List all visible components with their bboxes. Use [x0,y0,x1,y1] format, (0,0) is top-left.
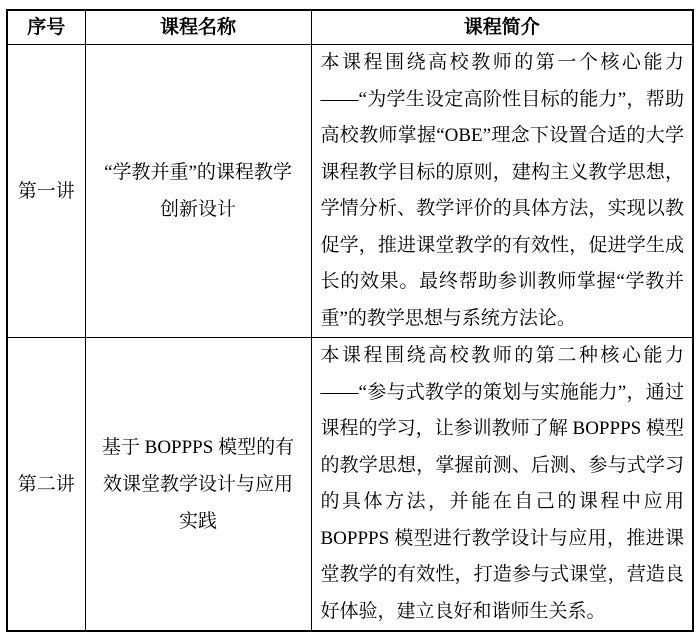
lecture-1-course-intro: 本课程围绕高校教师的第一个核心能力——“为学生设定高阶性目标的能力”，帮助高校教师掌握“OBE”理念下设置合适的大学课程教学目标的原则，建构主义教学思想，学情分析、教学评价的具体方法，实现以教促学，推进课堂教学的有效性，促进学生成长的效果。最终帮助参训教师掌握“学教并重”的教学思想与系统方法论。 [311,45,693,338]
lecture-2-number: 第二讲 [7,338,85,632]
lecture-1-course-name: “学教并重”的课程教学创新设计 [85,45,311,338]
table-header-row [7,10,693,45]
column-header-course-intro: 课程简介 [311,10,693,45]
column-header-serial-number: 序号 [7,10,85,45]
table-row-lecture-1 [7,45,693,338]
lecture-2-course-intro: 本课程围绕高校教师的第二种核心能力——“参与式教学的策划与实施能力”，通过课程的学习，让参训教师了解 BOPPPS 模型的教学思想，掌握前测、后测、参与式学习的具体方法，并能在自己的课程中应用 BOPPPS 模型进行教学设计与应用，推进课堂教学的有效性，打造参与式课堂，营造良好体验，建立良好和谐师生关系。 [311,338,693,632]
lecture-2-course-name: 基于 BOPPPS 模型的有效课堂教学设计与应用实践 [85,338,311,632]
lecture-1-number: 第一讲 [7,45,85,338]
table-row-lecture-2 [7,338,693,632]
column-header-course-name: 课程名称 [85,10,311,45]
course-schedule-table [6,9,694,632]
